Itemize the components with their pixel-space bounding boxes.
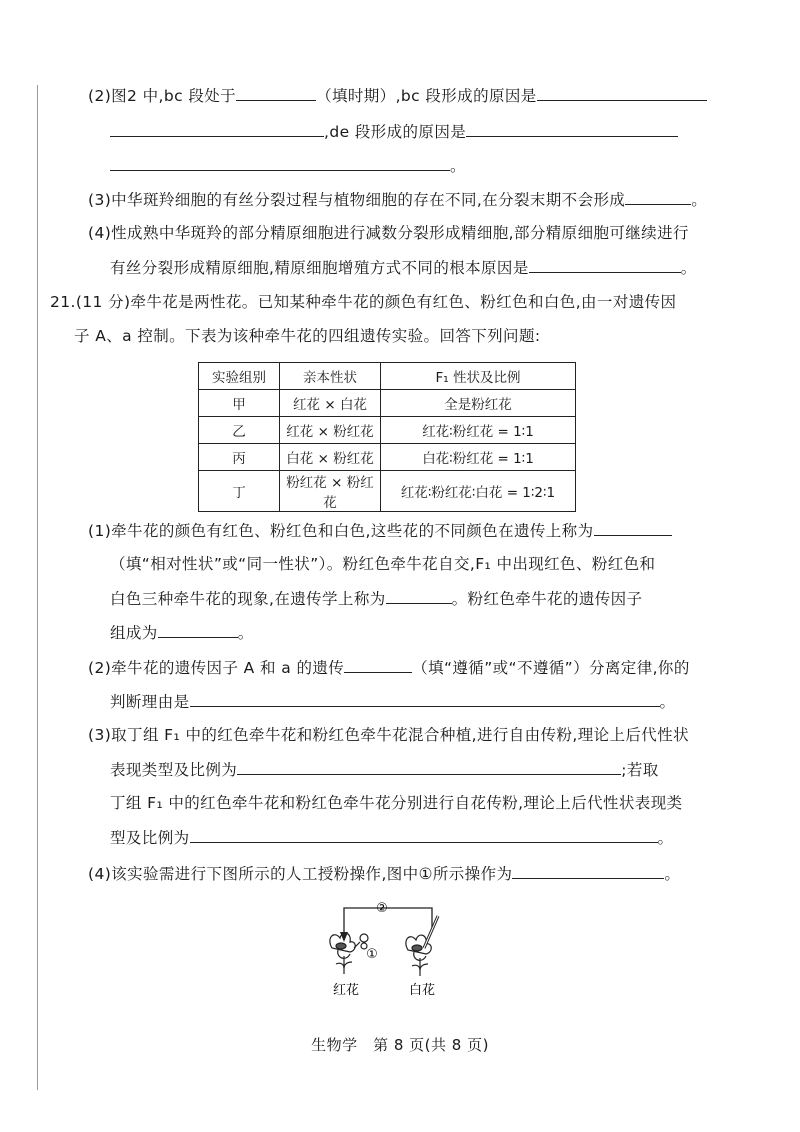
table-header-row (199, 363, 576, 390)
q21-s3-line4: 型及比例为 。 (110, 826, 673, 849)
pollination-diagram (320, 890, 460, 1000)
q21-s3-line2: 表现类型及比例为 ;若取 (110, 758, 659, 781)
table-row (199, 390, 576, 417)
q21-intro-line2: 子 A、a 控制。下表为该种牵牛花的四组遗传实验。回答下列问题: (74, 327, 541, 345)
answer-blank[interactable] (594, 519, 672, 536)
q20-part4-line1: (4)性成熟中华斑羚的部分精原细胞进行减数分裂形成精细胞,部分精原细胞可继续进行 (88, 224, 689, 242)
q21-s4: (4)该实验需进行下图所示的人工授粉操作,图中①所示操作为 。 (88, 862, 680, 885)
table-cell: 白花∶粉红花 = 1∶1 (381, 444, 576, 471)
q21-s3-line3: 丁组 F₁ 中的红色牵牛花和粉红色牵牛花分别进行自花传粉,理论上后代性状表现类 (110, 794, 683, 812)
q21-s1-line1: (1)牵牛花的颜色有红色、粉红色和白色,这些花的不同颜色在遗传上称为 (88, 519, 672, 542)
answer-blank[interactable] (529, 256, 681, 273)
table-cell: 丁 (199, 471, 280, 512)
table-header: 亲本性状 (280, 363, 381, 390)
table-row (199, 417, 576, 444)
answer-blank[interactable] (190, 826, 658, 843)
pollen-brush-icon (424, 916, 438, 948)
q21-s1-line3: 白色三种牵牛花的现象,在遗传学上称为 。粉红色牵牛花的遗传因子 (110, 587, 642, 610)
page-footer: 生物学 第 8 页(共 8 页) (311, 1036, 489, 1054)
table-cell: 红花∶粉红花∶白花 = 1∶2∶1 (381, 471, 576, 512)
q21-s3-line1: (3)取丁组 F₁ 中的红色牵牛花和粉红色牵牛花混合种植,进行自由传粉,理论上后代性状 (88, 726, 689, 744)
answer-blank[interactable] (386, 587, 452, 604)
answer-blank[interactable] (190, 690, 660, 707)
table-cell: 红花 × 粉红花 (280, 417, 381, 444)
answer-blank[interactable] (237, 758, 621, 775)
answer-blank[interactable] (110, 154, 450, 171)
table-row (199, 471, 576, 512)
table-cell: 粉红花 × 粉红花 (280, 471, 381, 512)
white-flower-label: 白花 (408, 983, 436, 998)
q20-part4-line2: 有丝分裂形成精原细胞,精原细胞增殖方式不同的根本原因是 。 (110, 256, 697, 279)
table-cell: 全是粉红花 (381, 390, 576, 417)
q21-s2-line2: 判断理由是 。 (110, 690, 675, 713)
genetics-experiment-table (198, 362, 576, 512)
red-flower-drawing (330, 933, 355, 974)
step-2-label: ② (376, 901, 388, 916)
pollination-figure (320, 890, 460, 1000)
q20-part2-line1: (2)图2 中,bc 段处于 （填时期）,bc 段形成的原因是 (88, 84, 707, 107)
answer-blank[interactable] (110, 120, 324, 137)
answer-blank[interactable] (625, 188, 691, 205)
table-header: 实验组别 (199, 363, 280, 390)
answer-blank[interactable] (537, 84, 707, 101)
table-cell: 白花 × 粉红花 (280, 444, 381, 471)
answer-blank[interactable] (466, 120, 678, 137)
step-1-label: ① (366, 947, 378, 962)
answer-blank[interactable] (344, 656, 412, 673)
table-cell: 丙 (199, 444, 280, 471)
red-flower-label: 红花 (332, 983, 360, 998)
table-cell: 甲 (199, 390, 280, 417)
q21-s2-line1: (2)牵牛花的遗传因子 A 和 a 的遗传 （填“遵循”或“不遵循”）分离定律,你的 (88, 656, 690, 679)
table-row (199, 444, 576, 471)
table-header: F₁ 性状及比例 (381, 363, 576, 390)
table-cell: 红花 × 白花 (280, 390, 381, 417)
answer-blank[interactable] (158, 621, 238, 638)
q20-part2-line2: ,de 段形成的原因是 (110, 120, 678, 143)
answer-blank[interactable] (236, 84, 316, 101)
table-cell: 乙 (199, 417, 280, 444)
table-cell: 红花∶粉红花 = 1∶1 (381, 417, 576, 444)
q21-s1-line4: 组成为 。 (110, 621, 254, 644)
answer-blank[interactable] (512, 862, 664, 879)
binding-margin-line (37, 85, 38, 1090)
q20-part3: (3)中华斑羚细胞的有丝分裂过程与植物细胞的存在不同,在分裂末期不会形成 。 (88, 188, 707, 211)
q20-part2-line3: 。 (110, 154, 466, 177)
q21-s1-line2: （填“相对性状”或“同一性状”）。粉红色牵牛花自交,F₁ 中出现红色、粉红色和 (110, 555, 656, 573)
q21-intro-line1: 21.(11 分)牵牛花是两性花。已知某种牵牛花的颜色有红色、粉红色和白色,由一对遗传因 (50, 293, 677, 311)
